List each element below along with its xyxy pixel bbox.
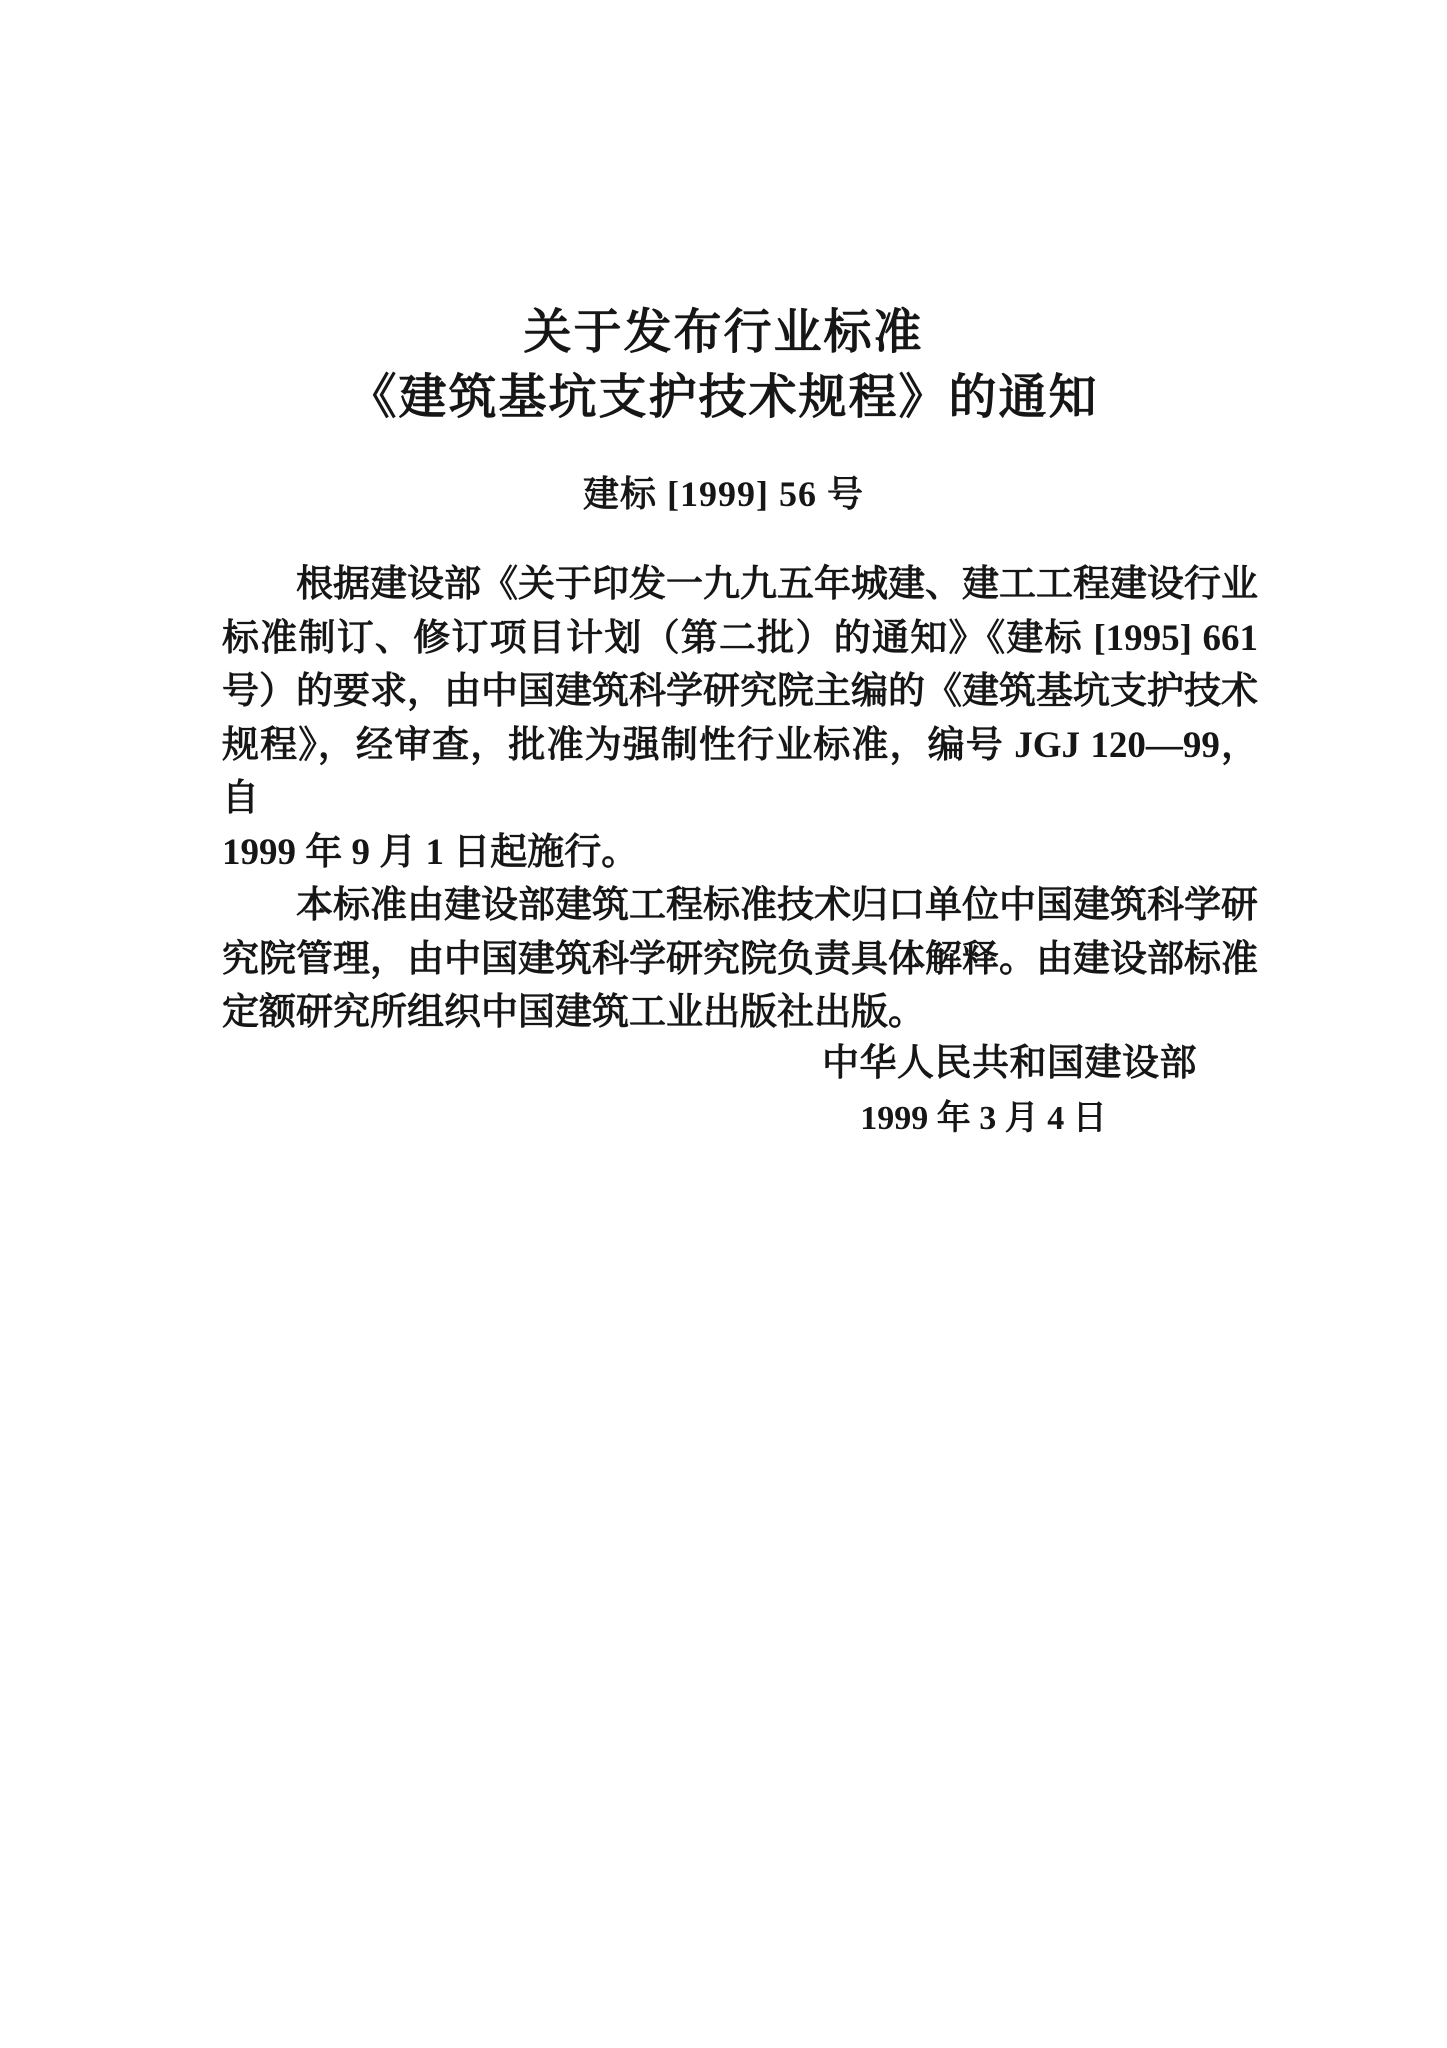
paragraph-1-line-1: 根据建设部《关于印发一九九五年城建、建工工程建设行业 (296, 564, 1258, 605)
paragraph-1-line-5: 1999 年 9 月 1 日起施行。 (222, 831, 639, 873)
notice-body (222, 558, 1258, 1040)
notice-title-line1: 关于发布行业标准 (523, 306, 924, 359)
paragraph-2-line-2: 究院管理，由中国建筑科学研究院负责具体解释。由建设部标准 (222, 938, 1258, 980)
paragraph-2-line-1: 本标准由建设部建筑工程标准技术归口单位中国建筑科学研 (296, 885, 1258, 926)
notice-title-line2: 《建筑基坑支护技术规程》的通知 (348, 371, 1099, 424)
paragraph-1-line-2: 标准制订、修订项目计划（第二批）的通知》《建标 [1995] 661 (222, 617, 1258, 659)
issue-date: 1999 年 3 月 4 日 (860, 1100, 1107, 1137)
paragraph-1-line-3: 号）的要求，由中国建筑科学研究院主编的《建筑基坑支护技术 (222, 671, 1258, 712)
document-number: 建标 [1999] 56 号 (583, 474, 864, 514)
signature-block (822, 1040, 1197, 1139)
paragraph-1-line-4: 规程》，经审查，批准为强制性行业标准，编号 JGJ 120—99，自 (222, 724, 1258, 819)
paragraph-2-line-3: 定额研究所组织中国建筑工业出版社出版。 (222, 992, 925, 1033)
notice-title (0, 300, 1447, 430)
issuing-authority: 中华人民共和国建设部 (822, 1042, 1197, 1083)
